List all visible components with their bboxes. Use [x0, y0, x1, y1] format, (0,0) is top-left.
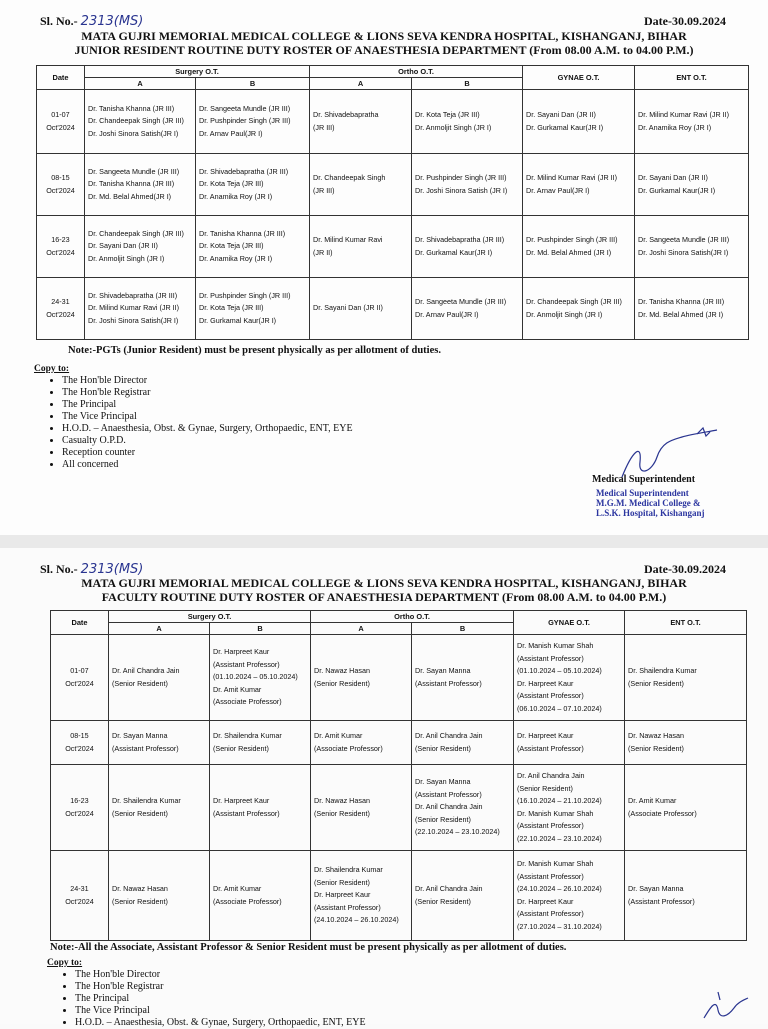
- header-ortho-b: B: [412, 623, 514, 635]
- duty-cell-gynae: [523, 278, 635, 340]
- duty-cell-ortho-b: [412, 90, 523, 154]
- duty-line: Dr. Arnav Paul(JR I): [526, 185, 590, 195]
- duty-line: Dr. Chandeepak Singh (JR III): [88, 116, 184, 126]
- table-row: [37, 278, 749, 340]
- roster-note: Note:-PGTs (Junior Resident) must be present physically as per allotment of duties.: [68, 345, 441, 356]
- duty-line: Dr. Harpreet Kaur: [213, 647, 270, 657]
- table-row: [51, 765, 747, 851]
- duty-cell-ortho-a: [311, 635, 412, 721]
- duty-line: Dr. Shivadebapratha (JR III): [199, 166, 289, 176]
- duty-cell-gynae: [523, 216, 635, 278]
- copy-to-list: [47, 969, 366, 1029]
- duty-line: (Senior Resident): [314, 877, 370, 887]
- copy-to-list: [34, 375, 353, 471]
- duty-cell-ortho-b: [412, 154, 523, 216]
- list-item: • The Hon'ble Registrar: [62, 387, 353, 399]
- duty-line: (Senior Resident): [415, 743, 471, 753]
- duty-line: Dr. Amit Kumar: [213, 684, 262, 694]
- table-row: [37, 216, 749, 278]
- header-surgery-a: A: [109, 623, 210, 635]
- header-ortho-ot: Ortho O.T.: [311, 611, 514, 623]
- duty-cell-ent: [635, 216, 749, 278]
- duty-line: (Senior Resident): [415, 814, 471, 824]
- duty-cell-ortho-b: [412, 278, 523, 340]
- duty-line: Dr. Kota Teja (JR III): [199, 241, 264, 251]
- duty-line: Dr. Tanisha Khanna (JR III): [199, 228, 286, 238]
- duty-line: Dr. Manish Kumar Shah: [517, 859, 594, 868]
- duty-cell-surgery-a: [109, 851, 210, 941]
- duty-cell-ortho-a: [310, 278, 412, 340]
- duty-line: Dr. Nawaz Hasan: [628, 731, 684, 740]
- duty-line: Dr. Anil Chandra Jain: [517, 771, 585, 780]
- duty-line: (Senior Resident): [314, 678, 370, 688]
- duty-cell-surgery-a: [109, 765, 210, 851]
- duty-line: Dr. Gurkamal Kaur(JR I): [526, 122, 604, 132]
- duty-line: Dr. Shivadebapratha (JR III): [88, 290, 178, 300]
- copy-to-block: [34, 363, 353, 471]
- duty-cell-gynae: [514, 635, 625, 721]
- header-surgery-ot: Surgery O.T.: [109, 611, 311, 623]
- duty-line: (22.10.2024 – 23.10.2024): [517, 833, 602, 843]
- header-gynae-ot: GYNAE O.T.: [514, 611, 625, 635]
- duty-line: Dr. Amit Kumar: [628, 796, 677, 805]
- duty-line: Dr. Nawaz Hasan: [314, 796, 370, 805]
- table-row: [37, 90, 749, 154]
- row-date: 24-31 Oct'2024: [51, 851, 109, 941]
- duty-line: Dr. Anil Chandra Jain: [112, 666, 180, 675]
- duty-line: (01.10.2024 – 05.10.2024): [517, 666, 602, 675]
- duty-cell-surgery-a: [85, 278, 196, 340]
- header-ortho-a: A: [311, 623, 412, 635]
- list-item: • The Principal: [62, 399, 353, 411]
- duty-cell-ortho-a: [310, 90, 412, 154]
- duty-line: (JR II): [313, 247, 333, 257]
- duty-line: Dr. Anil Chandra Jain: [415, 731, 483, 740]
- duty-line: Dr. Md. Belal Ahmed (JR I): [526, 247, 612, 257]
- header-ortho-ot: Ortho O.T.: [310, 66, 523, 78]
- duty-line: Dr. Arnav Paul(JR I): [415, 309, 479, 319]
- duty-line: Dr. Gurkamal Kaur(JR I): [415, 247, 493, 257]
- duty-line: Dr. Chandeepak Singh (JR III): [526, 297, 622, 306]
- list-item: • H.O.D. – Anaesthesia, Obst. & Gynae, Surgery, Orthopaedic, ENT, EYE: [75, 1017, 366, 1029]
- duty-line: (01.10.2024 – 05.10.2024): [213, 672, 298, 682]
- duty-line: (Assistant Professor): [517, 909, 584, 918]
- duty-cell-ortho-b: [412, 721, 514, 765]
- duty-line: Dr. Md. Belal Ahmed (JR I): [638, 309, 724, 319]
- duty-cell-ortho-a: [310, 154, 412, 216]
- duty-line: Dr. Shailendra Kumar: [112, 796, 181, 805]
- duty-line: Dr. Kota Teja (JR III): [199, 179, 264, 189]
- row-date: 08-15 Oct'2024: [37, 154, 85, 216]
- duty-line: (Assistant Professor): [628, 896, 695, 906]
- duty-cell-ent: [635, 90, 749, 154]
- duty-cell-surgery-a: [85, 90, 196, 154]
- duty-cell-surgery-b: [196, 216, 310, 278]
- duty-cell-gynae: [523, 154, 635, 216]
- duty-line: Dr. Pushpinder Singh (JR III): [415, 173, 507, 182]
- header-ent-ot: ENT O.T.: [625, 611, 747, 635]
- header-ent-ot: ENT O.T.: [635, 66, 749, 90]
- duty-cell-ent: [625, 765, 747, 851]
- duty-cell-surgery-a: [109, 635, 210, 721]
- duty-line: Dr. Milind Kumar Ravi (JR II): [88, 303, 180, 313]
- duty-line: Dr. Milind Kumar Ravi: [313, 235, 383, 244]
- row-date: 08-15 Oct'2024: [51, 721, 109, 765]
- document-date: Date-30.09.2024: [644, 562, 726, 576]
- duty-line: (Assistant Professor): [112, 743, 179, 753]
- duty-line: Dr. Sangeeta Mundle (JR III): [638, 235, 730, 244]
- duty-line: Dr. Gurkamal Kaur(JR I): [638, 185, 716, 195]
- duty-line: Dr. Manish Kumar Shah: [517, 808, 594, 818]
- duty-line: (Associate Professor): [628, 808, 697, 818]
- duty-line: (Senior Resident): [112, 808, 168, 818]
- duty-line: (JR III): [313, 122, 335, 132]
- header-surgery-a: A: [85, 78, 196, 90]
- duty-cell-ortho-b: [412, 635, 514, 721]
- duty-line: (Senior Resident): [628, 678, 684, 688]
- duty-cell-ent: [635, 278, 749, 340]
- copy-to-label: Copy to:: [34, 364, 70, 374]
- duty-cell-ent: [625, 721, 747, 765]
- header-line: [40, 14, 726, 29]
- duty-line: Dr. Pushpinder Singh (JR III): [199, 290, 291, 300]
- row-date: 16-23 Oct'2024: [37, 216, 85, 278]
- duty-line: Dr. Harpreet Kaur: [314, 890, 371, 900]
- duty-line: Dr. Kota Teja (JR III): [415, 110, 480, 119]
- duty-line: (Senior Resident): [112, 896, 168, 906]
- header-date: Date: [51, 611, 109, 635]
- header-line: [40, 562, 726, 577]
- roster-note: Note:-All the Associate, Assistant Professor & Senior Resident must be present physically as per allotment of duties.: [50, 942, 567, 953]
- duty-cell-surgery-b: [196, 154, 310, 216]
- duty-line: Dr. Chandeepak Singh: [313, 173, 386, 182]
- duty-cell-surgery-b: [210, 635, 311, 721]
- signature-mark: [700, 988, 750, 1024]
- duty-cell-gynae: [514, 851, 625, 941]
- duty-cell-surgery-b: [210, 721, 311, 765]
- header-surgery-b: B: [196, 78, 310, 90]
- duty-line: (Assistant Professor): [517, 871, 584, 881]
- duty-cell-ortho-a: [311, 851, 412, 941]
- duty-line: (Associate Professor): [314, 743, 383, 753]
- college-title: MATA GUJRI MEMORIAL MEDICAL COLLEGE & LIONS SEVA KENDRA HOSPITAL, KISHANGANJ, BIHAR: [81, 576, 687, 590]
- duty-line: (Senior Resident): [517, 783, 573, 793]
- duty-line: (Assistant Professor): [314, 902, 381, 912]
- duty-line: Dr. Chandeepak Singh (JR III): [88, 228, 184, 238]
- duty-line: Dr. Nawaz Hasan: [112, 884, 168, 893]
- signature-title: Medical Superintendent: [592, 474, 696, 485]
- duty-line: Dr. Pushpinder Singh (JR III): [526, 235, 618, 244]
- list-item: • The Vice Principal: [62, 411, 353, 423]
- duty-line: Dr. Anamika Roy (JR I): [199, 191, 273, 201]
- duty-line: Dr. Tanisha Khanna (JR III): [638, 297, 725, 306]
- duty-line: Dr. Anil Chandra Jain: [415, 884, 483, 893]
- header-ortho-b: B: [412, 78, 523, 90]
- duty-line: (Assistant Professor): [415, 678, 482, 688]
- college-title: MATA GUJRI MEMORIAL MEDICAL COLLEGE & LIONS SEVA KENDRA HOSPITAL, KISHANGANJ, BIHAR: [81, 29, 687, 43]
- duty-line: Dr. Tanisha Khanna (JR III): [88, 179, 175, 189]
- duty-line: (24.10.2024 – 26.10.2024): [314, 915, 399, 925]
- duty-line: Dr. Harpreet Kaur: [517, 896, 574, 906]
- duty-cell-surgery-a: [85, 154, 196, 216]
- duty-cell-ortho-b: [412, 216, 523, 278]
- duty-cell-ent: [625, 635, 747, 721]
- duty-cell-ortho-a: [310, 216, 412, 278]
- duty-line: (Senior Resident): [415, 896, 471, 906]
- duty-line: Dr. Anamika Roy (JR I): [199, 253, 273, 263]
- duty-line: Dr. Harpreet Kaur: [517, 678, 574, 688]
- duty-line: Dr. Tanisha Khanna (JR III): [88, 103, 175, 113]
- duty-cell-surgery-b: [196, 278, 310, 340]
- duty-line: Dr. Joshi Sinora Satish(JR I): [638, 247, 729, 257]
- duty-line: Dr. Milind Kumar Ravi (JR II): [526, 173, 618, 182]
- duty-cell-surgery-b: [210, 765, 311, 851]
- duty-line: Dr. Sayan Manna: [628, 884, 684, 893]
- header-ortho-a: A: [310, 78, 412, 90]
- duty-line: Dr. Harpreet Kaur: [517, 731, 574, 740]
- duty-line: (Assistant Professor): [213, 659, 280, 669]
- duty-line: (24.10.2024 – 26.10.2024): [517, 884, 602, 893]
- duty-cell-ortho-b: [412, 765, 514, 851]
- duty-line: (22.10.2024 – 23.10.2024): [415, 827, 500, 837]
- list-item: • H.O.D. – Anaesthesia, Obst. & Gynae, Surgery, Orthopaedic, ENT, EYE: [62, 423, 353, 435]
- table-row: [51, 851, 747, 941]
- duty-line: Dr. Anamika Roy (JR I): [638, 122, 712, 132]
- duty-line: Dr. Sayan Manna: [415, 666, 471, 675]
- duty-line: Dr. Anmoljit Singh (JR I): [88, 253, 165, 263]
- duty-line: Dr. Harpreet Kaur: [213, 796, 270, 805]
- duty-line: Dr. Shailendra Kumar: [314, 865, 383, 875]
- row-date: 16-23 Oct'2024: [51, 765, 109, 851]
- serial-number: Sl. No.- 2313(MS): [40, 562, 144, 577]
- roster-title: FACULTY ROUTINE DUTY ROSTER OF ANAESTHESIA DEPARTMENT (From 08.00 A.M. to 04.00 P.M.): [101, 590, 667, 604]
- duty-line: Dr. Sayani Dan (JR II): [313, 303, 383, 313]
- duty-line: (Associate Professor): [213, 896, 282, 906]
- duty-line: Dr. Sayani Dan (JR II): [526, 110, 596, 119]
- duty-line: Dr. Milind Kumar Ravi (JR II): [638, 110, 730, 119]
- duty-line: Dr. Joshi Sinora Satish(JR I): [88, 315, 179, 325]
- header-date: Date: [37, 66, 85, 90]
- duty-line: Dr. Sayani Dan (JR II): [88, 241, 158, 251]
- handwritten-serial: 2313(MS): [80, 562, 144, 577]
- duty-cell-ortho-b: [412, 851, 514, 941]
- duty-line: Dr. Sangeeta Mundle (JR III): [88, 166, 180, 176]
- duty-line: Dr. Anmoljit Singh (JR I): [526, 309, 603, 319]
- duty-line: (Senior Resident): [112, 678, 168, 688]
- document-date: Date-30.09.2024: [644, 14, 726, 28]
- duty-cell-gynae: [514, 721, 625, 765]
- header-surgery-ot: Surgery O.T.: [85, 66, 310, 78]
- official-stamp: Medical Superintendent M.G.M. Medical College & L.S.K. Hospital, Kishanganj: [596, 488, 705, 518]
- duty-line: Dr. Amit Kumar: [213, 884, 262, 893]
- table-row: [51, 721, 747, 765]
- duty-line: (06.10.2024 – 07.10.2024): [517, 703, 602, 713]
- duty-line: (Senior Resident): [628, 743, 684, 753]
- duty-cell-ent: [635, 154, 749, 216]
- duty-line: Dr. Joshi Sinora Satish(JR I): [88, 128, 179, 138]
- duty-cell-gynae: [514, 765, 625, 851]
- faculty-roster-table: [50, 610, 747, 941]
- duty-line: Dr. Shailendra Kumar: [628, 666, 697, 675]
- duty-line: (Assistant Professor): [517, 743, 584, 753]
- faculty-roster-sheet: [0, 548, 768, 1028]
- duty-line: Dr. Md. Belal Ahmed(JR I): [88, 191, 172, 201]
- duty-line: Dr. Sayan Manna: [112, 731, 168, 740]
- duty-cell-ent: [625, 851, 747, 941]
- list-item: • The Principal: [75, 993, 366, 1005]
- row-date: 24-31 Oct'2024: [37, 278, 85, 340]
- duty-line: (JR III): [313, 185, 335, 195]
- duty-line: (Senior Resident): [213, 743, 269, 753]
- list-item: • The Hon'ble Director: [62, 375, 353, 387]
- duty-line: Dr. Anil Chandra Jain: [415, 802, 483, 812]
- copy-to-block: [47, 957, 366, 1029]
- row-date: 01-07 Oct'2024: [51, 635, 109, 721]
- duty-line: Dr. Shailendra Kumar: [213, 731, 282, 740]
- junior-roster-table: [36, 65, 749, 340]
- handwritten-serial: 2313(MS): [80, 14, 144, 29]
- duty-line: Dr. Sayani Dan (JR II): [638, 173, 708, 182]
- list-item: • All concerned: [62, 459, 353, 471]
- duty-line: Dr. Shivadebapratha: [313, 110, 379, 119]
- list-item: • Reception counter: [62, 447, 353, 459]
- table-row: [51, 635, 747, 721]
- duty-line: Dr. Nawaz Hasan: [314, 666, 370, 675]
- duty-line: Dr. Joshi Sinora Satish (JR I): [415, 185, 508, 195]
- table-row: [37, 154, 749, 216]
- duty-line: Dr. Sangeeta Mundle (JR III): [199, 103, 291, 113]
- duty-line: Dr. Gurkamal Kaur(JR I): [199, 315, 277, 325]
- list-item: • Casualty O.P.D.: [62, 435, 353, 447]
- duty-cell-surgery-a: [109, 721, 210, 765]
- list-item: • The Hon'ble Director: [75, 969, 366, 981]
- duty-line: Dr. Sayan Manna: [415, 777, 471, 787]
- duty-line: (Associate Professor): [213, 697, 282, 707]
- duty-line: Dr. Amit Kumar: [314, 731, 363, 740]
- duty-cell-surgery-b: [210, 851, 311, 941]
- duty-line: (27.10.2024 – 31.10.2024): [517, 921, 602, 931]
- duty-line: Dr. Pushpinder Singh (JR III): [199, 116, 291, 126]
- duty-line: (Assistant Professor): [517, 653, 584, 663]
- header-gynae-ot: GYNAE O.T.: [523, 66, 635, 90]
- duty-line: Dr. Shivadebapratha (JR III): [415, 235, 505, 244]
- serial-number: Sl. No.- 2313(MS): [40, 14, 144, 29]
- copy-to-label: Copy to:: [47, 958, 83, 968]
- roster-title: JUNIOR RESIDENT ROUTINE DUTY ROSTER OF ANAESTHESIA DEPARTMENT (From 08.00 A.M. to 04.00 P.M.): [74, 43, 694, 57]
- duty-line: (Assistant Professor): [517, 691, 584, 700]
- duty-line: Dr. Manish Kumar Shah: [517, 641, 594, 650]
- duty-line: (Senior Resident): [314, 808, 370, 818]
- duty-cell-surgery-b: [196, 90, 310, 154]
- duty-line: Dr. Sangeeta Mundle (JR III): [415, 297, 507, 306]
- page-gap: [0, 535, 768, 548]
- signature-mark: [612, 422, 722, 482]
- duty-line: (Assistant Professor): [517, 821, 584, 830]
- duty-cell-gynae: [523, 90, 635, 154]
- duty-line: Dr. Arnav Paul(JR I): [199, 128, 263, 138]
- duty-line: (Assistant Professor): [415, 789, 482, 799]
- header-surgery-b: B: [210, 623, 311, 635]
- list-item: • The Hon'ble Registrar: [75, 981, 366, 993]
- duty-line: (16.10.2024 – 21.10.2024): [517, 796, 602, 805]
- duty-line: (Assistant Professor): [213, 808, 280, 818]
- duty-line: Dr. Anmoljit Singh (JR I): [415, 122, 492, 132]
- duty-cell-surgery-a: [85, 216, 196, 278]
- list-item: • The Vice Principal: [75, 1005, 366, 1017]
- duty-cell-ortho-a: [311, 765, 412, 851]
- row-date: 01-07 Oct'2024: [37, 90, 85, 154]
- duty-line: Dr. Kota Teja (JR III): [199, 303, 264, 313]
- duty-cell-ortho-a: [311, 721, 412, 765]
